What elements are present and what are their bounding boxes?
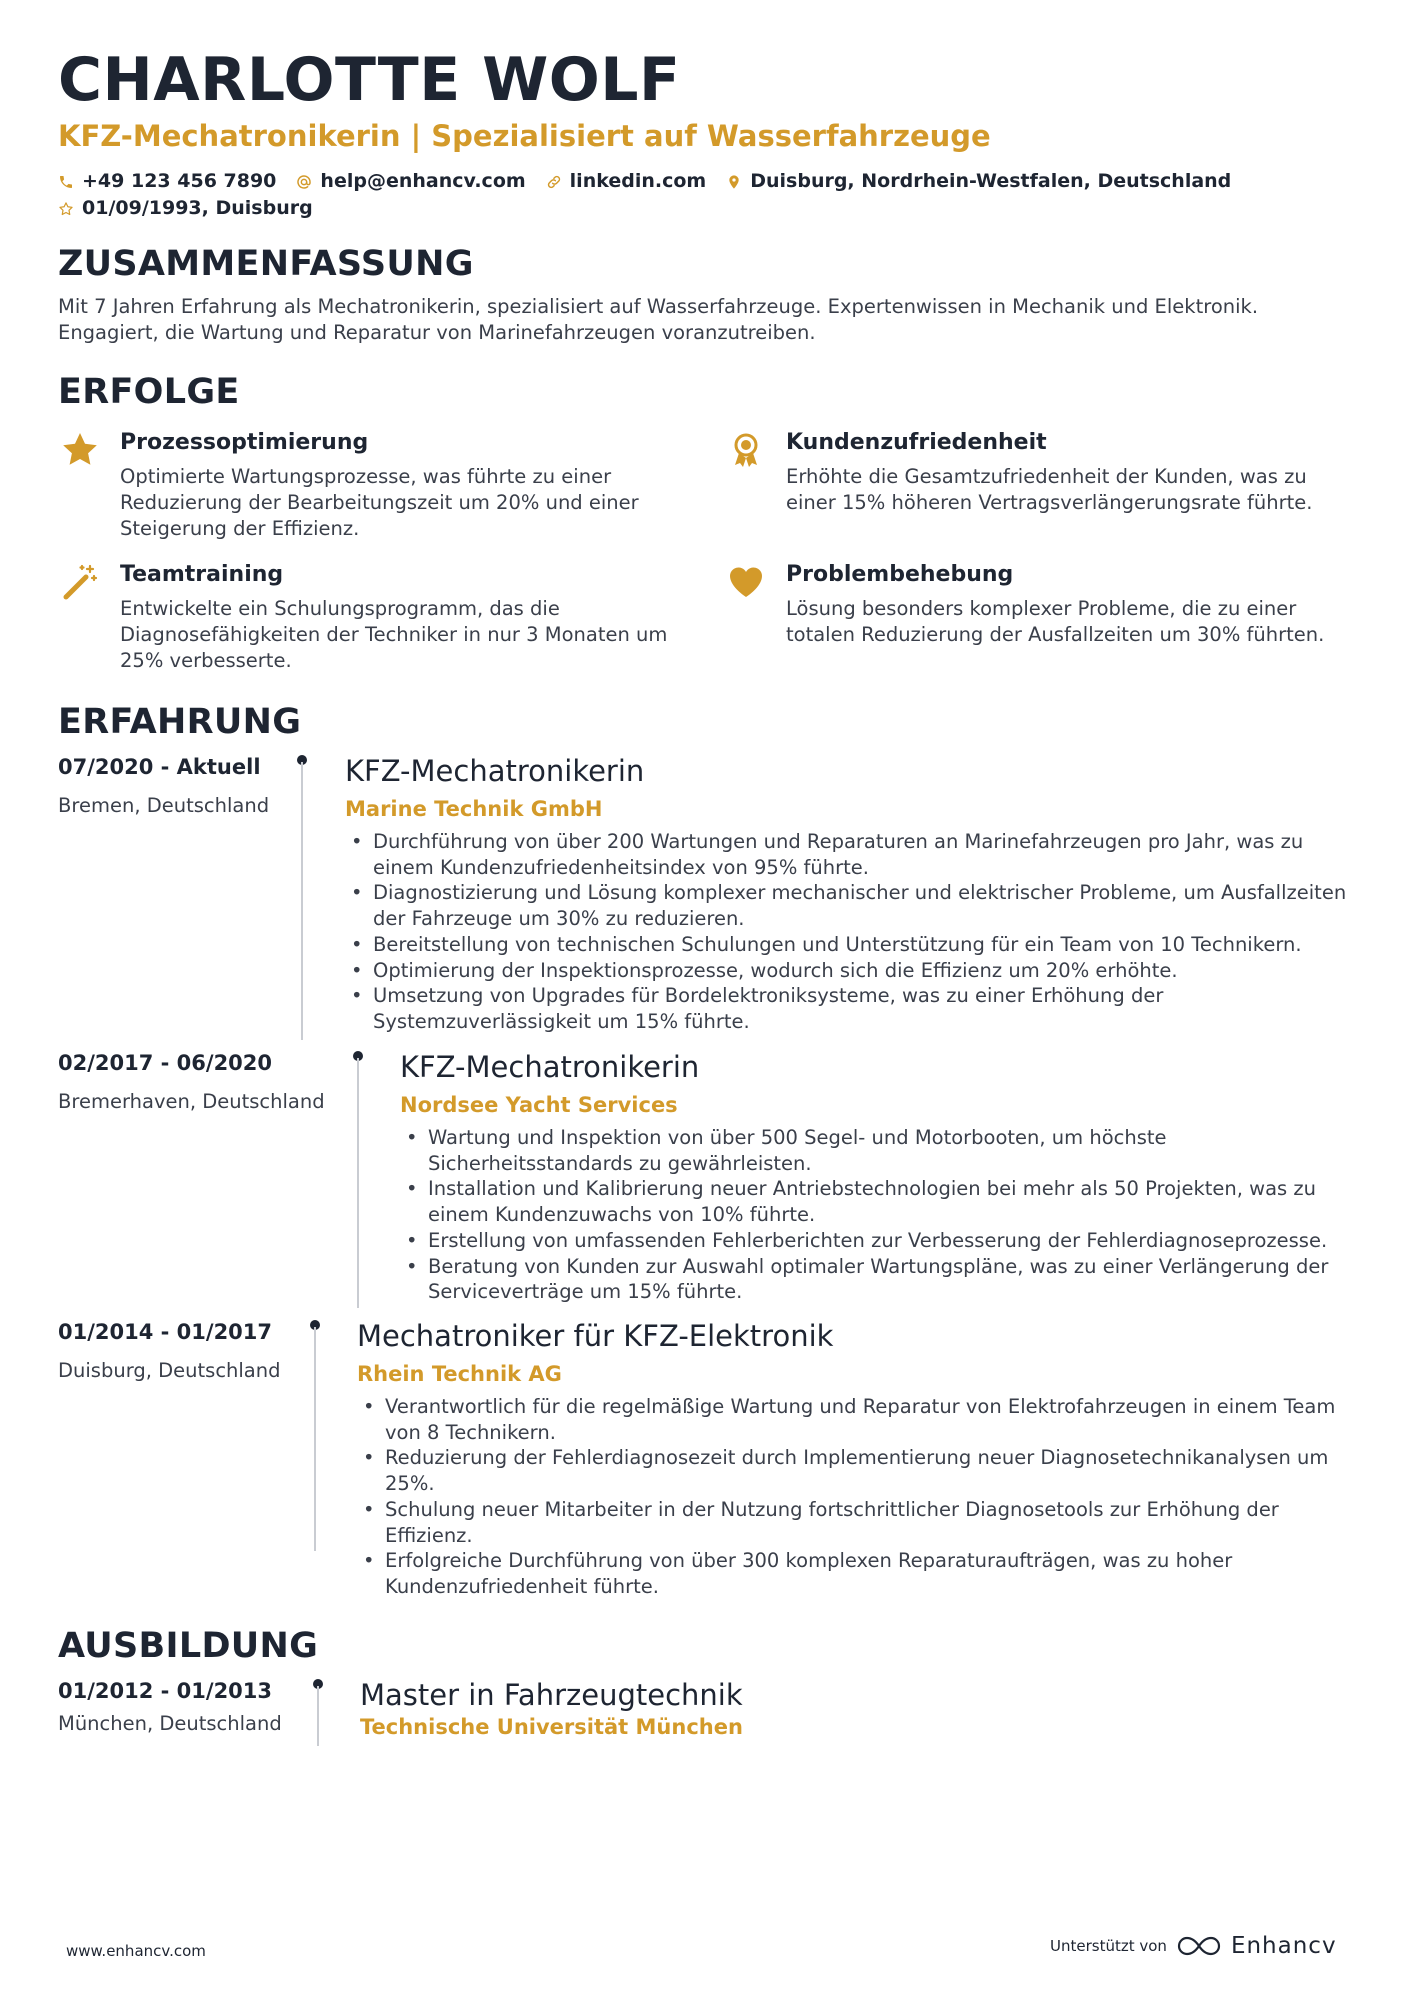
job-role: KFZ-Mechatronikerin (400, 1050, 700, 1084)
footer-website[interactable]: www.enhancv.com (66, 1942, 206, 1960)
enhancv-brand: Enhancv (1230, 1933, 1337, 1959)
heart-icon (726, 562, 766, 602)
footer-branding[interactable] (1050, 1933, 1337, 1959)
contact-linkedin[interactable] (546, 168, 707, 195)
award-icon (726, 430, 766, 470)
job-bullet: • Umsetzung von Upgrades für Bordelektroniksysteme, was zu einer Erhöhung der Systemzuverlässigkeit um 15% führte. (345, 983, 1355, 1034)
contact-birth (58, 195, 313, 222)
job-date: 07/2020 - Aktuell (58, 755, 261, 779)
job-bullet: • Erstellung von umfassenden Fehlerberichten zur Verbesserung der Fehlerdiagnoseprozesse. (400, 1228, 1355, 1254)
education-location: München, Deutschland (58, 1712, 282, 1735)
candidate-headline: KFZ-Mechatronikerin | Spezialisiert auf Wasserfahrzeuge (58, 119, 991, 153)
job-bullets (357, 1394, 1355, 1600)
job-location: Bremerhaven, Deutschland (58, 1090, 325, 1113)
contact-phone[interactable] (58, 168, 276, 195)
job-bullet: • Installation und Kalibrierung neuer Antriebstechnologien bei mehr als 50 Projekten, was zu einem Kundenzuwachs von 10% führte. (400, 1176, 1355, 1227)
enhancv-logo-icon (1177, 1934, 1221, 1958)
location-text: Duisburg, Nordrhein-Westfalen, Deutschland (750, 170, 1232, 192)
achievement-title: Kundenzufriedenheit (786, 430, 1047, 455)
experience-title: ERFAHRUNG (58, 702, 302, 742)
achievement-desc: Optimierte Wartungsprozesse, was führte zu einer Reduzierung der Bearbeitungszeit um 20% und einer Steigerung der Effizienz. (120, 465, 639, 540)
job-bullet: • Beratung von Kunden zur Auswahl optimaler Wartungspläne, was zu einer Verlängerung der Serviceverträge um 15% führte. (400, 1254, 1355, 1305)
job-company: Rhein Technik AG (357, 1362, 562, 1386)
education-degree: Master in Fahrzeugtechnik (360, 1678, 743, 1712)
education-title: AUSBILDUNG (58, 1626, 319, 1666)
job-role: KFZ-Mechatronikerin (345, 754, 645, 788)
summary-text: Mit 7 Jahren Erfahrung als Mechatronikerin, spezialisiert auf Wasserfahrzeuge. Expertenwissen in Mechanik und Elektronik. Engagiert, die Wartung und Reparatur von Marinefahrzeugen voranzutreiben. (58, 295, 1259, 344)
job-bullet: • Optimierung der Inspektionsprozesse, wodurch sich die Effizienz um 20% erhöhte. (345, 958, 1355, 984)
job-bullet: • Verantwortlich für die regelmäßige Wartung und Reparatur von Elektrofahrzeugen in einem Team von 8 Technikern. (357, 1394, 1355, 1445)
achievement-desc: Lösung besonders komplexer Probleme, die zu einer totalen Reduzierung der Ausfallzeiten um 30% führten. (786, 597, 1325, 646)
education-date: 01/2012 - 01/2013 (58, 1679, 273, 1703)
birth-text: 01/09/1993, Duisburg (82, 197, 313, 219)
phone-text: +49 123 456 7890 (82, 170, 277, 192)
star-icon (60, 430, 100, 470)
timeline-line (314, 1327, 316, 1551)
job-company: Nordsee Yacht Services (400, 1093, 678, 1117)
achievement-desc: Erhöhte die Gesamtzufriedenheit der Kunden, was zu einer 15% höheren Vertragsverlängerungsrate führte. (786, 465, 1313, 514)
email-text: help@enhancv.com (320, 170, 526, 192)
achievements-title: ERFOLGE (58, 372, 240, 412)
magic-wand-icon (60, 562, 100, 602)
contact-location (726, 168, 1231, 195)
linkedin-text: linkedin.com (569, 170, 707, 192)
location-pin-icon (726, 174, 742, 190)
powered-by-text: Unterstützt von (1050, 1937, 1167, 1955)
summary-title: ZUSAMMENFASSUNG (58, 244, 474, 284)
job-bullets (400, 1125, 1355, 1305)
timeline-line (357, 1058, 359, 1308)
contact-email[interactable] (296, 168, 525, 195)
job-bullet: • Bereitstellung von technischen Schulungen und Unterstützung für ein Team von 10 Technikern. (345, 932, 1355, 958)
timeline-line (317, 1686, 319, 1746)
job-role: Mechatroniker für KFZ-Elektronik (357, 1319, 834, 1353)
job-company: Marine Technik GmbH (345, 797, 603, 821)
achievement-title: Problembehebung (786, 562, 1014, 587)
at-icon (296, 174, 312, 190)
candidate-name: CHARLOTTE WOLF (58, 45, 681, 115)
link-icon (546, 174, 562, 190)
job-location: Bremen, Deutschland (58, 794, 270, 817)
timeline-line (301, 762, 303, 1040)
job-bullet: • Wartung und Inspektion von über 500 Segel- und Motorbooten, um höchste Sicherheitsstandards zu gewährleisten. (400, 1125, 1355, 1176)
achievement-title: Teamtraining (120, 562, 284, 587)
job-bullet: • Durchführung von über 200 Wartungen und Reparaturen an Marinefahrzeugen pro Jahr, was zu einem Kundenzufriedenheitsindex von 95% führte. (345, 829, 1355, 880)
contact-info (58, 168, 1358, 222)
phone-icon (58, 174, 74, 190)
job-bullet: • Schulung neuer Mitarbeiter in der Nutzung fortschrittlicher Diagnosetools zur Erhöhung der Effizienz. (357, 1497, 1355, 1548)
job-date: 02/2017 - 06/2020 (58, 1051, 273, 1075)
job-bullet: • Reduzierung der Fehlerdiagnosezeit durch Implementierung neuer Diagnosetechnikanalysen um 25%. (357, 1445, 1355, 1496)
job-location: Duisburg, Deutschland (58, 1359, 281, 1382)
job-bullet: • Erfolgreiche Durchführung von über 300 komplexen Reparaturaufträgen, was zu hoher Kundenzufriedenheit führte. (357, 1548, 1355, 1599)
star-outline-icon (58, 201, 74, 217)
job-bullets (345, 829, 1355, 1035)
achievement-title: Prozessoptimierung (120, 430, 369, 455)
job-bullet: • Diagnostizierung und Lösung komplexer mechanischer und elektrischer Probleme, um Ausfallzeiten der Fahrzeuge um 30% zu reduzieren. (345, 880, 1355, 931)
education-school: Technische Universität München (360, 1715, 743, 1739)
job-date: 01/2014 - 01/2017 (58, 1320, 273, 1344)
achievement-desc: Entwickelte ein Schulungsprogramm, das die Diagnosefähigkeiten der Techniker in nur 3 Monaten um 25% verbesserte. (120, 597, 668, 672)
